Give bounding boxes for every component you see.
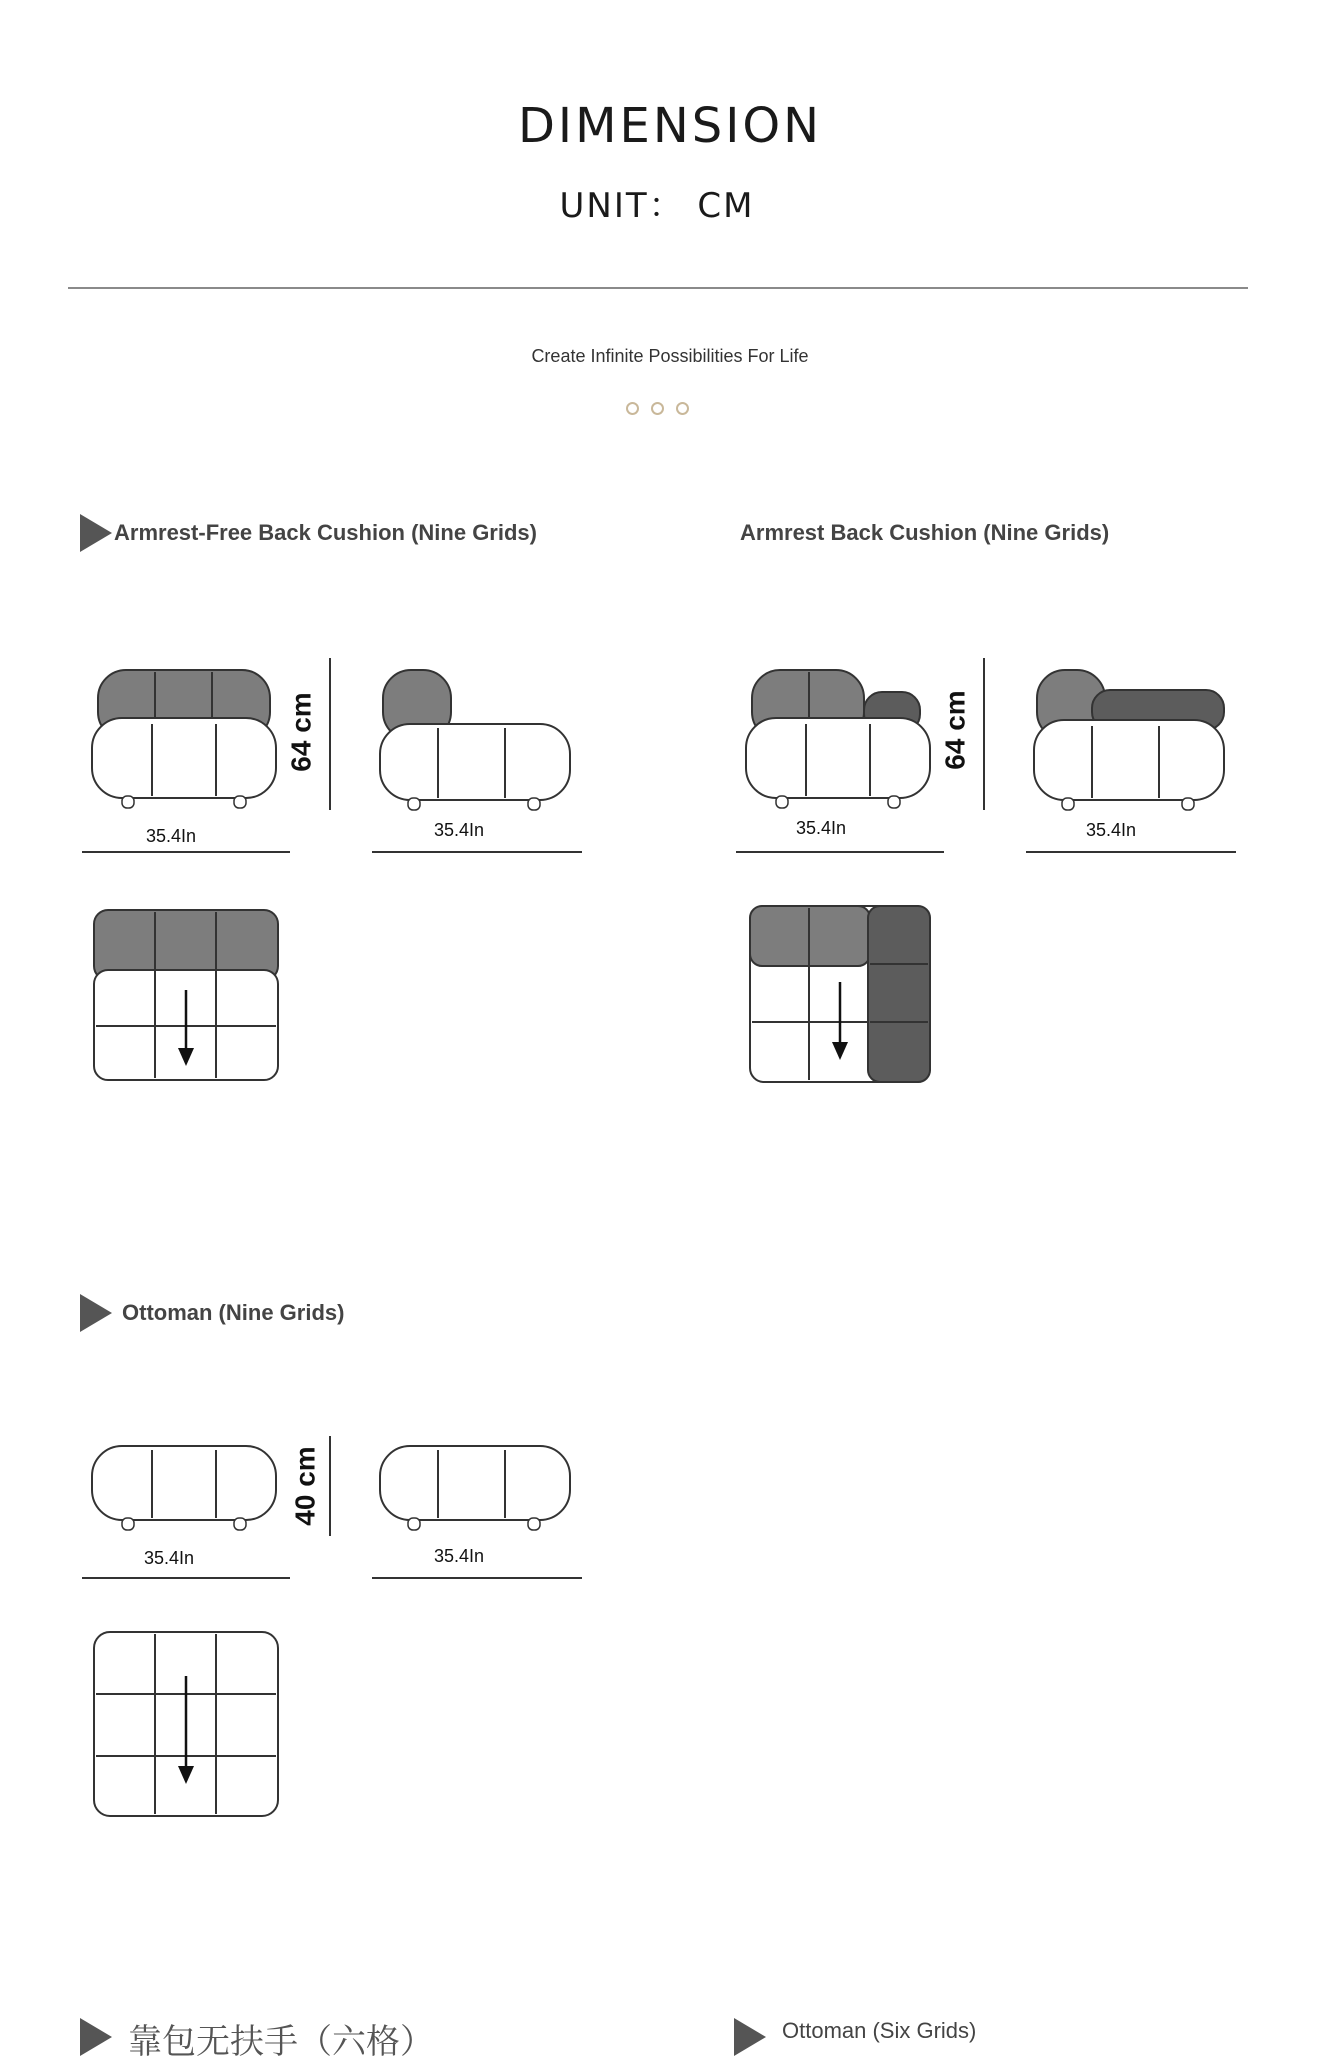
triangle-marker-icon — [78, 1292, 114, 1334]
width-label: 35.4In — [1086, 820, 1137, 840]
sofa-front-view — [746, 670, 930, 808]
divider — [68, 287, 1248, 289]
ottoman-nine-diagram — [80, 1428, 600, 1828]
dot-icon — [651, 402, 664, 415]
width-label: 35.4In — [144, 1548, 195, 1568]
ottoman-front-view — [92, 1446, 276, 1530]
armrest-free-diagram — [80, 650, 600, 1100]
armrest-diagram — [734, 650, 1254, 1100]
section-title-ottoman-six: Ottoman (Six Grids) — [782, 2018, 977, 2043]
height-label: 64 cm — [939, 690, 971, 770]
page-title: DIMENSION — [517, 98, 823, 154]
dot-icon — [626, 402, 639, 415]
sofa-top-view — [94, 910, 278, 1080]
triangle-marker-icon — [78, 512, 114, 554]
section-title-armrest-free: Armrest-Free Back Cushion (Nine Grids) — [114, 520, 537, 545]
width-label: 35.4In — [146, 826, 197, 846]
height-label: 40 cm — [289, 1446, 321, 1526]
decorative-dots — [626, 402, 701, 420]
height-label: 64 cm — [285, 692, 317, 772]
ottoman-side-view — [380, 1446, 570, 1530]
width-label: 35.4In — [434, 820, 485, 840]
tagline: Create Infinite Possibilities For Life — [531, 346, 809, 366]
triangle-marker-icon — [732, 2016, 768, 2058]
sofa-front-view — [92, 670, 276, 808]
width-label: 35.4In — [434, 1546, 485, 1566]
section-title-bottom-left: 靠包无扶手（六格） — [128, 2022, 434, 2062]
unit-label: UNIT： CM — [559, 186, 755, 226]
triangle-marker-icon — [78, 2016, 114, 2058]
ottoman-top-view — [94, 1632, 278, 1816]
sofa-side-view — [380, 670, 570, 810]
section-title-armrest: Armrest Back Cushion (Nine Grids) — [740, 520, 1110, 545]
dot-icon — [676, 402, 689, 415]
width-label: 35.4In — [796, 818, 847, 838]
sofa-side-view — [1034, 670, 1224, 810]
sofa-top-view — [750, 906, 930, 1082]
section-title-ottoman-nine: Ottoman (Nine Grids) — [122, 1300, 345, 1325]
